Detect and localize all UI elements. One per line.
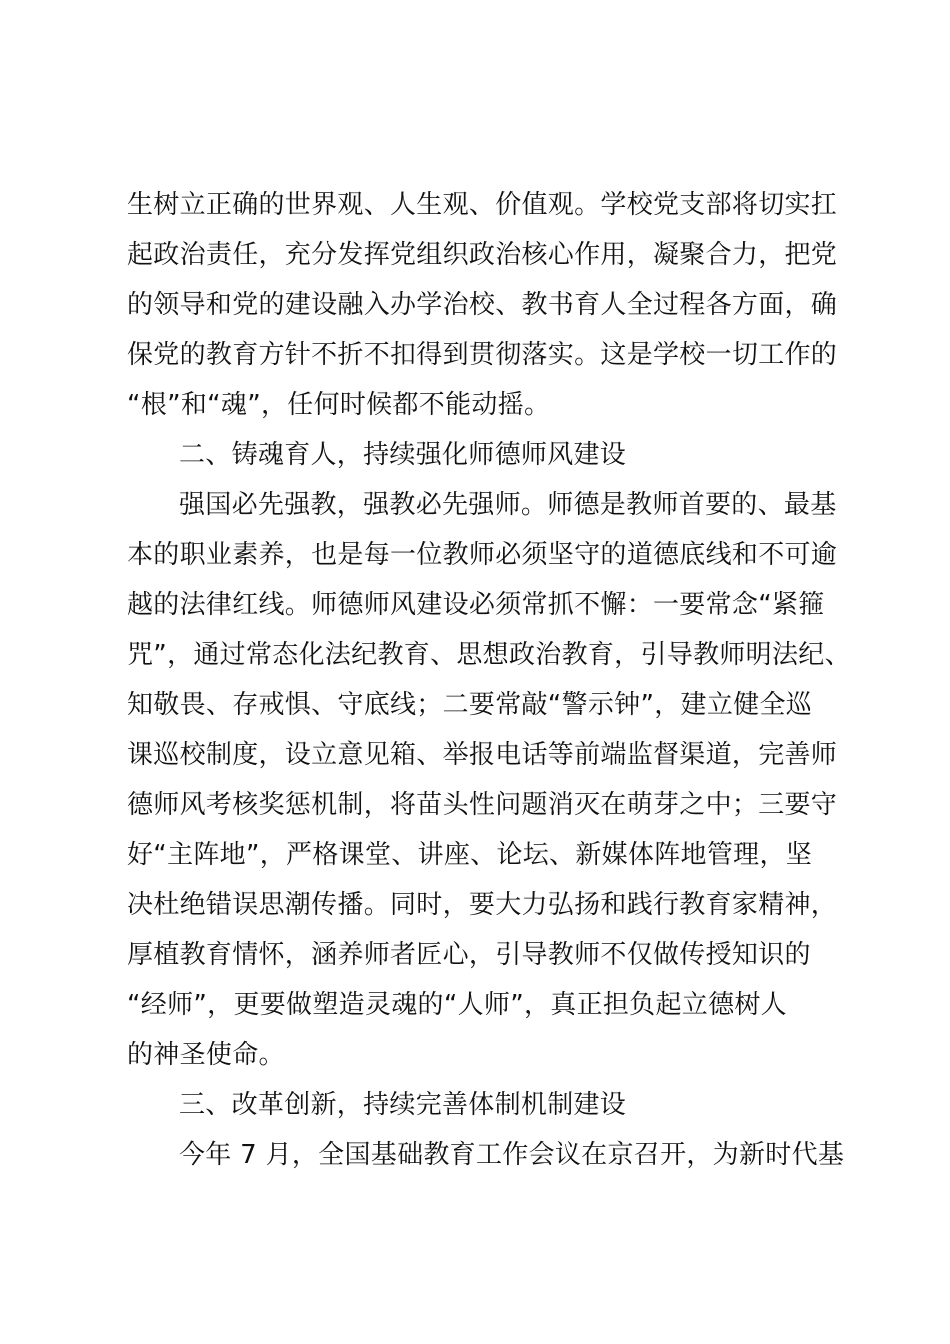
paragraph-continuation-line: 起政治责任，充分发挥党组织政治核心作用，凝聚合力，把党 — [127, 240, 838, 270]
paragraph-line: 越的法律红线。师德师风建设必须常抓不懈：一要常念“紧箍 — [127, 590, 825, 620]
paragraph-line: 德师风考核奖惩机制，将苗头性问题消灭在萌芽之中；三要守 — [127, 790, 838, 820]
paragraph-line: 课巡校制度，设立意见箱、举报电话等前端监督渠道，完善师 — [127, 740, 838, 770]
paragraph-first-line: 今年 7 月，全国基础教育工作会议在京召开，为新时代基 — [179, 1140, 845, 1170]
paragraph-line: 知敬畏、存戒惧、守底线；二要常敲“警示钟”，建立健全巡 — [127, 690, 813, 720]
paragraph-line: 的神圣使命。 — [127, 1040, 285, 1070]
paragraph-continuation-line: 的领导和党的建设融入办学治校、教书育人全过程各方面，确 — [127, 290, 838, 320]
paragraph-line: 好“主阵地”，严格课堂、讲座、论坛、新媒体阵地管理，坚 — [127, 840, 813, 870]
paragraph-continuation-line: “根”和“魂”，任何时候都不能动摇。 — [127, 390, 551, 420]
paragraph-line: 厚植教育情怀，涵养师者匠心，引导教师不仅做传授知识的 — [127, 940, 811, 970]
paragraph-continuation-line: 保党的教育方针不折不扣得到贯彻落实。这是学校一切工作的 — [127, 340, 838, 370]
paragraph-line: 决杜绝错误思潮传播。同时，要大力弘扬和践行教育家精神， — [127, 890, 838, 920]
section-heading-3: 三、改革创新，持续完善体制机制建设 — [179, 1090, 627, 1120]
paragraph-continuation-line: 生树立正确的世界观、人生观、价值观。学校党支部将切实扛 — [127, 190, 838, 220]
document-body — [127, 180, 851, 1180]
paragraph-first-line: 强国必先强教，强教必先强师。师德是教师首要的、最基 — [179, 490, 837, 520]
paragraph-line: “经师”，更要做塑造灵魂的“人师”，真正担负起立德树人 — [127, 990, 787, 1020]
paragraph-line: 本的职业素养，也是每一位教师必须坚守的道德底线和不可逾 — [127, 540, 838, 570]
section-heading-2: 二、铸魂育人，持续强化师德师风建设 — [179, 440, 627, 470]
paragraph-line: 咒”，通过常态化法纪教育、思想政治教育，引导教师明法纪、 — [127, 640, 851, 670]
